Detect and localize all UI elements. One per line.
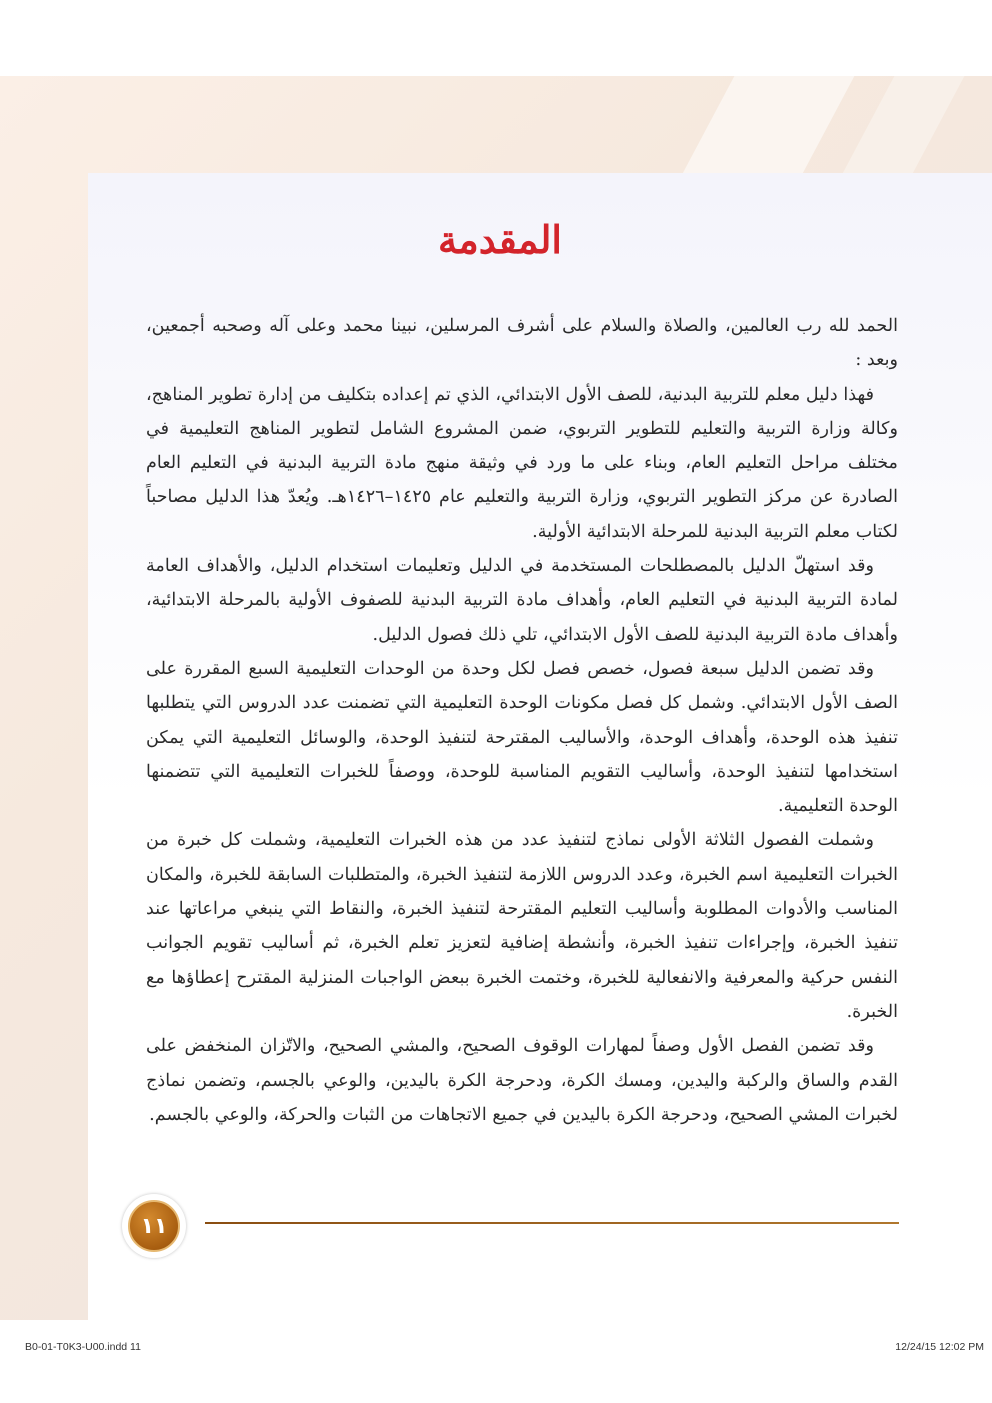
page-number-circle [128,1200,180,1252]
paragraph: وقد تضمن الدليل سبعة فصول، خصص فصل لكل وحدة من الوحدات التعليمية السبع المقررة على الصف الأول الابتدائي. وشمل كل فصل مكونات الوحدة التعليمية التي تضمنت عدد الدروس التي يتطلبها تنفيذ هذه الوحدة، وأهداف الوحدة، والأساليب المقترحة لتنفيذ الوحدة، والوسائل التعليمية التي يمكن استخدامها لتنفيذ الوحدة، وأساليب التقويم المناسبة للوحدة، ووصفاً للخبرات التعليمية التي تتضمنها الوحدة التعليمية. [146,658,898,817]
paragraph: الحمد لله رب العالمين، والصلاة والسلام على أشرف المرسلين، نبينا محمد وعلى آله وصحبه أجمعين، وبعد : [146,316,898,371]
paragraph: وشملت الفصول الثلاثة الأولى نماذج لتنفيذ عدد من هذه الخبرات التعليمية، وشملت كل خبرة من الخبرات التعليمية اسم الخبرة، وعدد الدروس اللازمة لتنفيذ الخبرة، والمتطلبات السابقة للخبرة، والمكان المناسب والأدوات المطلوبة وأساليب التعليم المقترحة لتنفيذ الخبرة، والنقاط التي ينبغي مراعاتها عند تنفيذ الخبرة، وإجراءات تنفيذ الخبرة، وأنشطة إضافية لتعزيز تعلم الخبرة، ثم أساليب تقويم الجوانب النفس حركية والمعرفية والانفعالية للخبرة، وختمت الخبرة ببعض الواجبات المنزلية المقترح إعطاؤها مع الخبرة. [146,830,898,1022]
page-title: المقدمة [437,217,562,262]
print-slug-file: B0-01-T0K3-U00.indd 11 [25,1341,141,1353]
page-number-badge [122,1194,186,1258]
paragraph: وقد استهلّ الدليل بالمصطلحات المستخدمة في الدليل وتعليمات استخدام الدليل، والأهداف العامة لمادة التربية البدنية في التعليم العام، وأهداف مادة التربية البدنية للصفوف الأولية بالمرحلة الابتدائية، وأهداف مادة التربية البدنية للصف الأول الابتدائي، تلي ذلك فصول الدليل. [146,556,898,645]
paragraph: وقد تضمن الفصل الأول وصفاً لمهارات الوقوف الصحيح، والمشي الصحيح، والاتّزان المنخفض على القدم والساق والركبة واليدين، ومسك الكرة، ودحرجة الكرة باليدين، والوعي بالجسم، وتضمن نماذج لخبرات المشي الصحيح، ودحرجة الكرة باليدين في جميع الاتجاهات من الثبات والحركة، والوعي بالجسم. [146,1036,898,1125]
print-slug-date: 12/24/15 12:02 PM [895,1341,984,1353]
paragraph: فهذا دليل معلم للتربية البدنية، للصف الأول الابتدائي، الذي تم إعداده بتكليف من إدارة تطوير المناهج، وكالة وزارة التربية والتعليم للتطوير التربوي، ضمن المشروع الشامل لتطوير المناهج التعليمية في مختلف مراحل التعليم العام، وبناء على ما ورد في وثيقة منهج مادة التربية البدنية في التعليم العام الصادرة عن مركز التطوير التربوي، وزارة التربية والتعليم عام ١٤٢٥–١٤٢٦هـ. ويُعدّ هذا الدليل مصاحباً لكتاب معلم التربية البدنية للمرحلة الابتدائية الأولية. [146,384,899,542]
footer-divider [205,1222,899,1224]
body-text [146,309,898,1132]
page-number: ١١ [140,1213,168,1239]
